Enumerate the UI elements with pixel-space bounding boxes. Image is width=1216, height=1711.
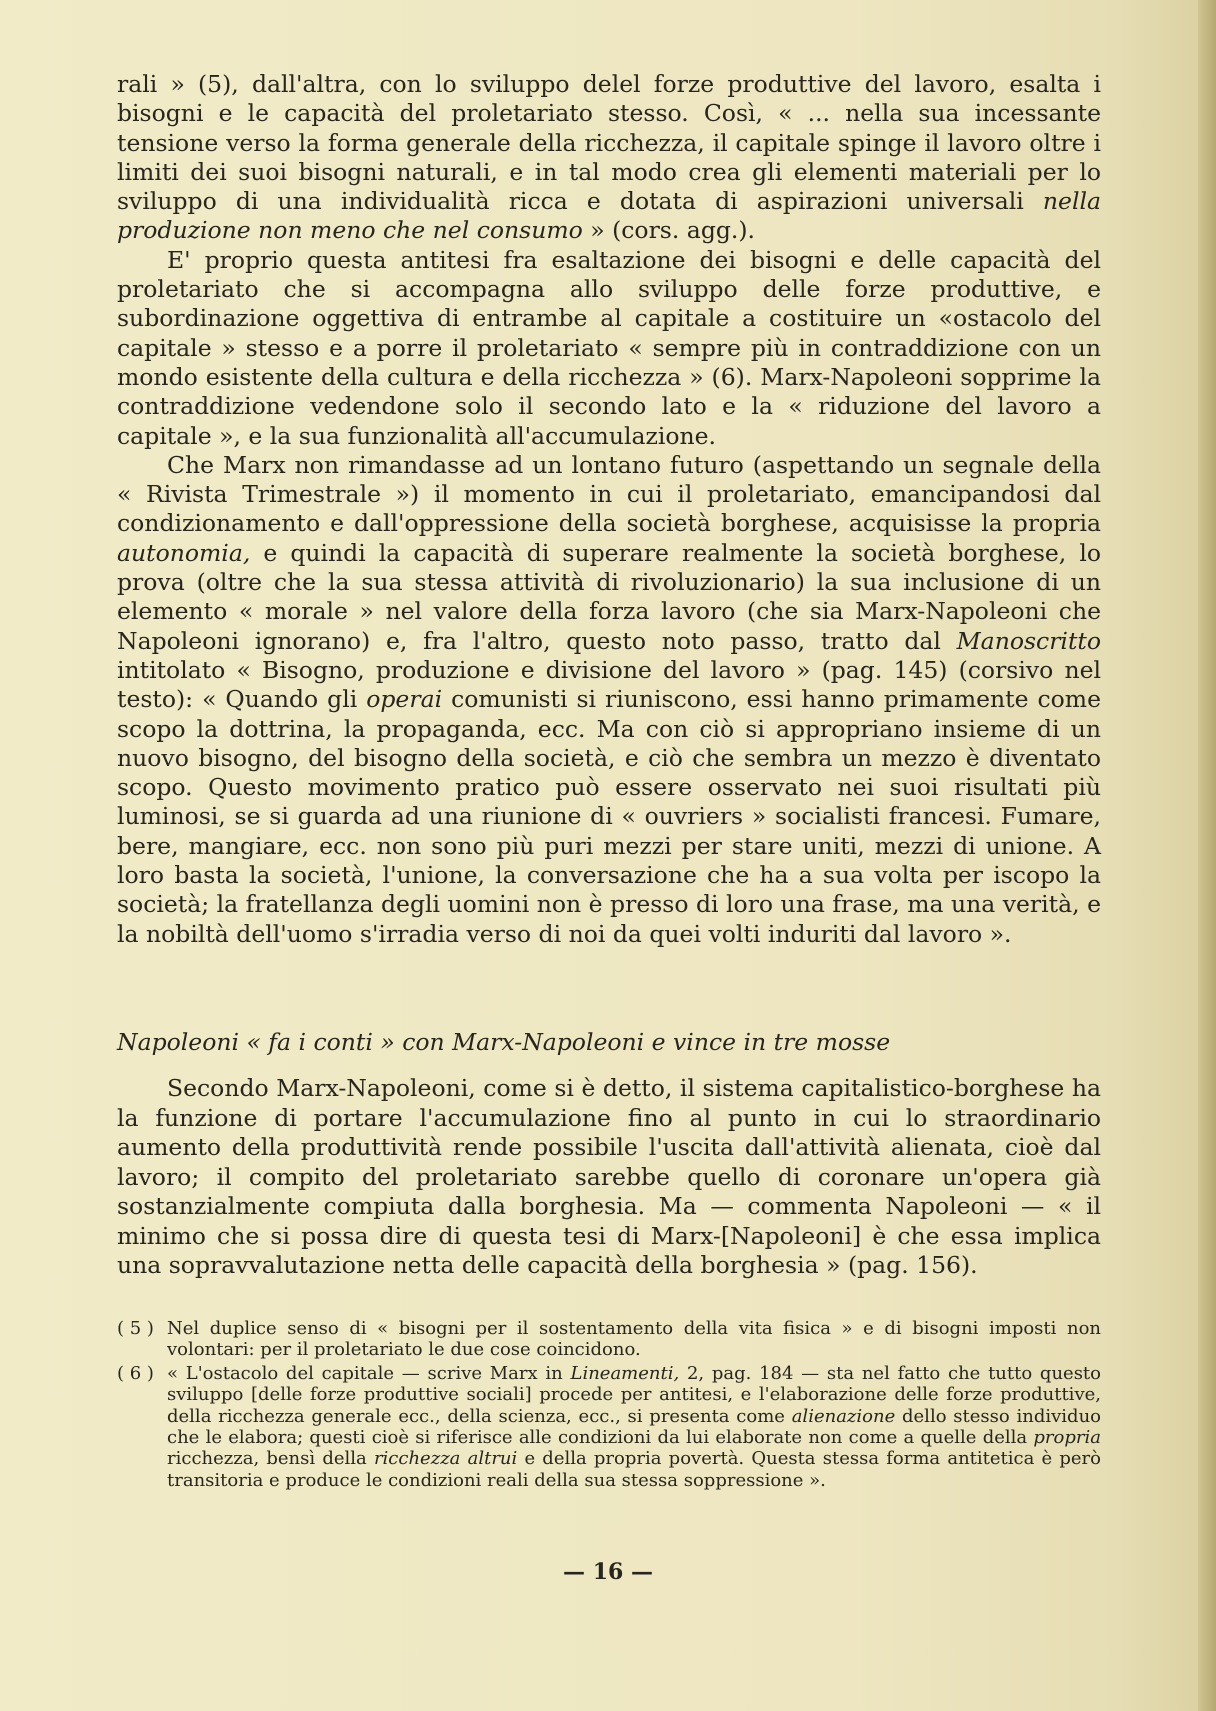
text-span: ricchezza, bensì della [167,1448,374,1470]
text-span: Nel duplice senso di « bisogni per il sostentamento della vita fisica » e di bisogni imposti non volontari: per il proletariato le due cose coincidono. [167,1318,1101,1361]
section-heading: Napoleoni « fa i conti » con Marx-Napoleoni e vince in tre mosse [117,1028,891,1056]
footnote-number: ( 5 ) [117,1318,154,1339]
italic-span: ricchezza altrui [373,1448,518,1470]
italic-span: propria [1033,1427,1101,1449]
text-span: Che Marx non rimandasse ad un lontano futuro (aspettando un segnale della « Rivista Trimestrale ») il momento in cui il proletariato, emancipandosi dal condizionamento e dall'oppressione della società borghese, acquisisse la propria [117,450,1101,538]
section-2-text [117,1074,1101,1281]
text-span: intitolato « Bisogno, produzione e divisione del lavoro » (pag. 145) (corsivo nel testo): « Quando gli [117,655,1101,714]
italic-span: alienazione [791,1405,896,1427]
italic-span: Manoscritto [956,626,1101,655]
footnotes [117,1318,1101,1493]
text-span: e quindi la capacità di superare realmente la società borghese, lo prova (oltre che la sua stessa attività di rivoluzionario) la sua inclusione di un elemento « morale » nel valore della forza lavoro (che sia Marx-Napoleoni che Napoleoni ignorano) e, fra l'altro, questo noto passo, tratto dal [117,538,1101,655]
italic-span: autonomia, [117,538,251,567]
paragraph-2 [117,246,1101,451]
footnote-number: ( 6 ) [117,1362,154,1384]
paragraph-4: Secondo Marx-Napoleoni, come si è detto, il sistema capitalistico-borghese ha la funzione di portare l'accumulazione fino al punto in cui lo straordinario aumento della produttività rende possibile l'uscita dall'attività alienata, cioè dal lavoro; il compito del proletariato sarebbe quello di coronare un'opera già sostanzialmente compiuta dalla borghesia. Ma — commenta Napoleoni — « il minimo che si possa dire di questa tesi di Marx-[Napoleoni] è che essa implica una sopravvalutazione netta delle capacità della borghesia » (pag. 156). [117,1074,1101,1279]
text-span: » (cors. agg.). [582,216,756,245]
paragraph-1 [117,70,1101,246]
paragraph-3 [117,451,1101,949]
italic-span: Lineamenti, [570,1362,680,1384]
italic-span: operai [366,685,443,714]
text-span: « L'ostacolo del capitale — scrive Marx in [167,1362,571,1384]
text-span: comunisti si riuniscono, essi hanno primamente come scopo la dottrina, la propaganda, ecc. Ma con ciò si appropriano insieme di un nuovo bisogno, del bisogno della società, e ciò che sembra un mezzo è diventato scopo. Questo movimento pratico può essere osservato nei suoi risultati più luminosi, se si guarda ad una riunione di « ouvriers » socialisti francesi. Fumare, bere, mangiare, ecc. non sono più puri mezzi per stare uniti, mezzi di unione. A loro basta la società, l'unione, la conversazione che ha a sua volta per iscopo la società; la fratellanza degli uomini non è presso di loro una frase, ma una verità, e la nobiltà dell'uomo s'irradia verso di noi da quei volti induriti dal lavoro ». [117,685,1101,948]
footnote-6 [117,1363,1101,1491]
text-span: dello stesso individuo che le elabora; questi cioè si riferisce alle condizioni da lui elaborate non come a quelle della [167,1405,1101,1449]
text-span: e della propria povertà. Questa stessa forma antitetica è però transitoria e produce le condizioni reali della sua stessa soppressione ». [167,1448,1101,1491]
italic-span: nella produzione non meno che nel consumo [117,187,1101,245]
footnote-5 [117,1318,1101,1361]
text-span: 2, pag. 184 — sta nel fatto che tutto questo sviluppo [delle forze produttive sociali] procede per antitesi, e l'elaborazione delle forze produttive, della ricchezza generale ecc., della scienza, ecc., si presenta come [167,1362,1102,1427]
text-span: rali » (5), dall'altra, con lo sviluppo delel forze produttive del lavoro, esalta i bisogni e le capacità del proletariato stesso. Così, « ... nella sua incessante tensione verso la forma generale della ricchezza, il capitale spinge il lavoro oltre i limiti dei suoi bisogni naturali, e in tal modo crea gli elementi materiali per lo sviluppo di una individualità ricca e dotata di aspirazioni universali [117,70,1101,216]
page-edge [1198,0,1216,1711]
body-text [117,70,1101,949]
text-span: E' proprio questa antitesi fra esaltazione dei bisogni e delle capacità del proletariato che si accompagna allo sviluppo delle forze produttive, e subordinazione oggettiva di entrambe al capitale a costituire un «ostacolo del capitale » stesso e a porre il proletariato « sempre più in contraddizione con un mondo esistente della cultura e della ricchezza » (6). Marx-Napoleoni sopprime la contraddizione vedendone solo il secondo lato e la « riduzione del lavoro a capitale », e la sua funzionalità all'accumulazione. [117,245,1101,450]
page-number: — 16 — [563,1559,653,1585]
